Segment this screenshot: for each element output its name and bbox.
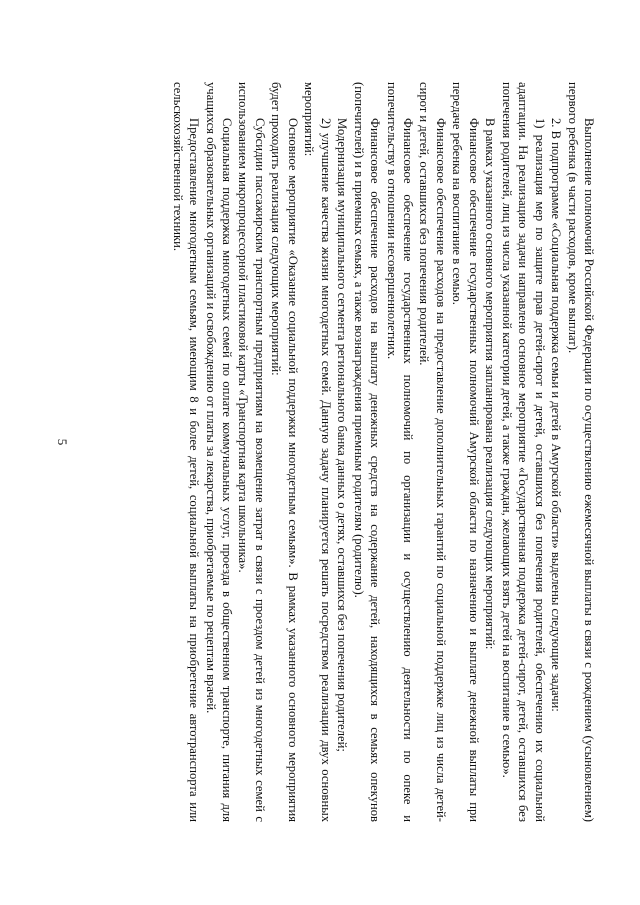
- paragraph-guardianship: Финансовое обеспечение государственных полномочий по организации и осуществлению деятельности по опеке и попечительству в отношении несовершеннолетних.: [384, 82, 416, 822]
- paragraph-transport-subsidies: Субсидии пассажирским транспортным предприятиям на возмещение затрат в связи с проездом детей из многодетных семей с использованием микропроцессорной пластиковой карты «Транспортная карта школьника».: [236, 82, 267, 822]
- paragraph-main-measure-support: Основное мероприятие «Оказание социальной поддержки многодетным семьям». В рамках указанного основного мероприятия будет проходить реализация следующих мероприятий:: [269, 82, 300, 822]
- paragraph-utility-support: Социальная поддержка многодетных семей по оплате коммунальных услуг, проезда в общественном транспорте, питания для учащихся образовательных организаций и освобождению от платы за лекарства, приобретаемые по рецептам врачей.: [203, 82, 235, 822]
- paragraph-task-orphans: 1) реализация мер по защите прав детей-сирот и детей, оставшихся без попечения родителей, обеспечению их социальной адаптации. На реализацию задачи направлено основное мероприятие «Государственная поддержка детей-сирот, детей, оставшихся без попечения родителей, лиц из числа указанной категории детей, а также граждан, желающих взять детей на воспитание в семью».: [499, 82, 547, 822]
- paragraph-additional-guarantees: Финансовое обеспечение расходов на предоставление дополнительных гарантий по социальной поддержке лиц из числа детей-сирот и детей, оставшихся без попечения родителей.: [417, 82, 448, 822]
- paragraph-planned-measures: В рамках указанного основного мероприятия запланирована реализация следующих мероприятий:: [483, 118, 498, 650]
- page-number: 5: [55, 438, 70, 446]
- document-body: [112, 82, 597, 822]
- paragraph-family-payment: Финансовое обеспечение государственных полномочий Амурской области по назначению и выплате денежной выплаты при передаче ребенка на воспитание в семью.: [450, 82, 481, 822]
- paragraph-subprogram-tasks: 2. В подпрограмме «Социальная поддержка семьи и детей в Амурской области» выделены следующие задачи:: [549, 118, 564, 712]
- paragraph-data-bank: Модернизация муниципального сегмента регионального банка данных о детях, оставшихся без попечения родителей;: [335, 118, 350, 752]
- paragraph-task-large-families: 2) улучшение качества жизни многодетных семей. Данную задачу планируется решать посредством реализации двух основных мероприятий:: [302, 82, 333, 822]
- paragraph-vehicle-payment: Предоставление многодетным семьям, имеющим 8 и более детей, социальной выплаты на приобретение автотранспорта или сельскохозяйственной техники.: [170, 82, 202, 822]
- paragraph-foster-payments: Финансовое обеспечение расходов на выплату денежных средств на содержание детей, находящихся в семьях опекунов (попечителей) и в приемных семьях, а также вознаграждения приемным родителям (родителю).: [351, 82, 383, 822]
- paragraph-federal-powers: Выполнение полномочий Российской Федерации по осуществлению ежемесячной выплаты в связи с рождением (усыновлением) первого ребенка (в части расходов, кроме выплат).: [565, 82, 596, 822]
